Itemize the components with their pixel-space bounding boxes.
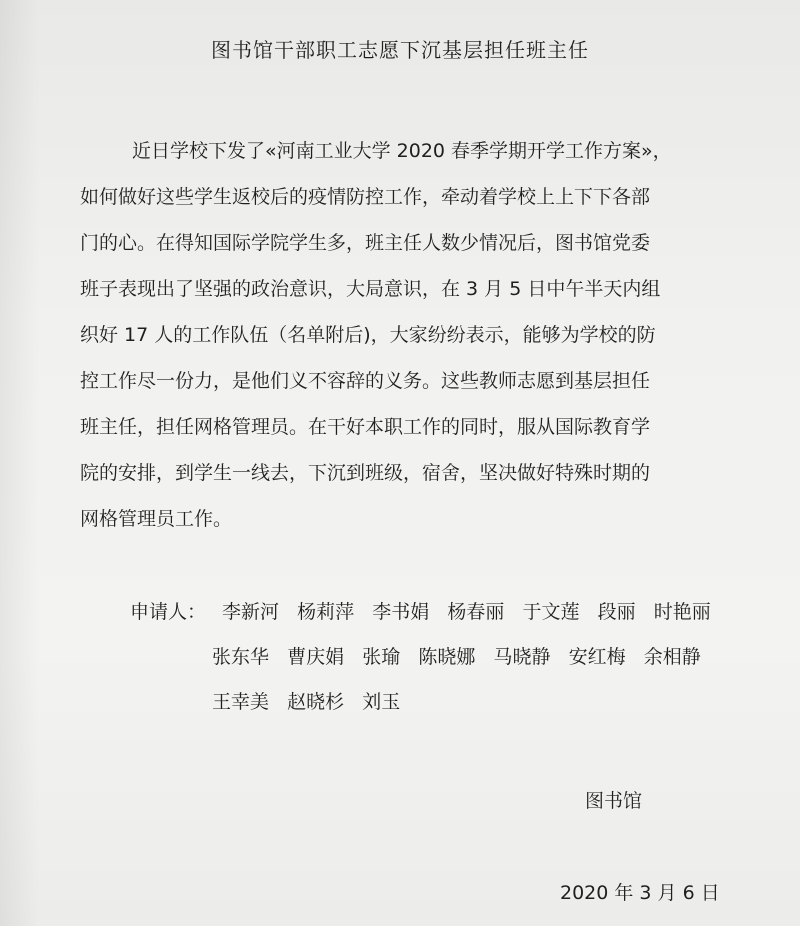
applicant-row-3 — [130, 680, 711, 725]
paper-shadow — [0, 0, 40, 926]
paragraph-line-3: 门的心。在得知国际学院学生多，班主任人数少情况后，图书馆党委 — [80, 232, 651, 254]
paragraph-line-6: 控工作尽一份力，是他们义不容辞的义务。这些教师志愿到基层担任 — [80, 370, 651, 392]
paragraph-line-5: 织好 17 人的工作队伍（名单附后)，大家纷纷表示，能够为学校的防 — [80, 324, 656, 346]
applicants-label: 申请人： — [130, 601, 207, 623]
document-title: 图书馆干部职工志愿下沉基层担任班主任 — [211, 38, 589, 62]
paragraph-line-8: 院的安排，到学生一线去，下沉到班级，宿舍，坚决做好特殊时期的 — [80, 462, 651, 484]
applicant-names: 王幸美 赵晓杉 刘玉 — [212, 691, 401, 713]
body-paragraph — [80, 128, 730, 542]
paragraph-line-4: 班子表现出了坚强的政治意识，大局意识，在 3 月 5 日中午半天内组 — [80, 278, 661, 300]
applicant-row-2 — [130, 635, 711, 680]
applicant-names: 张东华 曹庆娟 张瑜 陈晓娜 马晓静 安红梅 余相静 — [212, 646, 701, 668]
signing-date: 2020 年 3 月 6 日 — [560, 882, 720, 904]
signing-organization: 图书馆 — [585, 790, 643, 812]
paragraph-line-2: 如何做好这些学生返校后的疫情防控工作，牵动着学校上上下下各部 — [80, 186, 651, 208]
paragraph-line-9: 网格管理员工作。 — [80, 508, 233, 530]
applicant-row-1 — [130, 590, 711, 635]
paragraph-line-7: 班主任，担任网格管理员。在干好本职工作的同时，服从国际教育学 — [80, 416, 651, 438]
applicants-block — [130, 590, 711, 725]
paragraph-line-1: 近日学校下发了«河南工业大学 2020 春季学期开学工作方案»， — [132, 140, 672, 162]
applicant-names: 李新河 杨莉萍 李书娟 杨春丽 于文莲 段丽 时艳丽 — [222, 601, 711, 623]
